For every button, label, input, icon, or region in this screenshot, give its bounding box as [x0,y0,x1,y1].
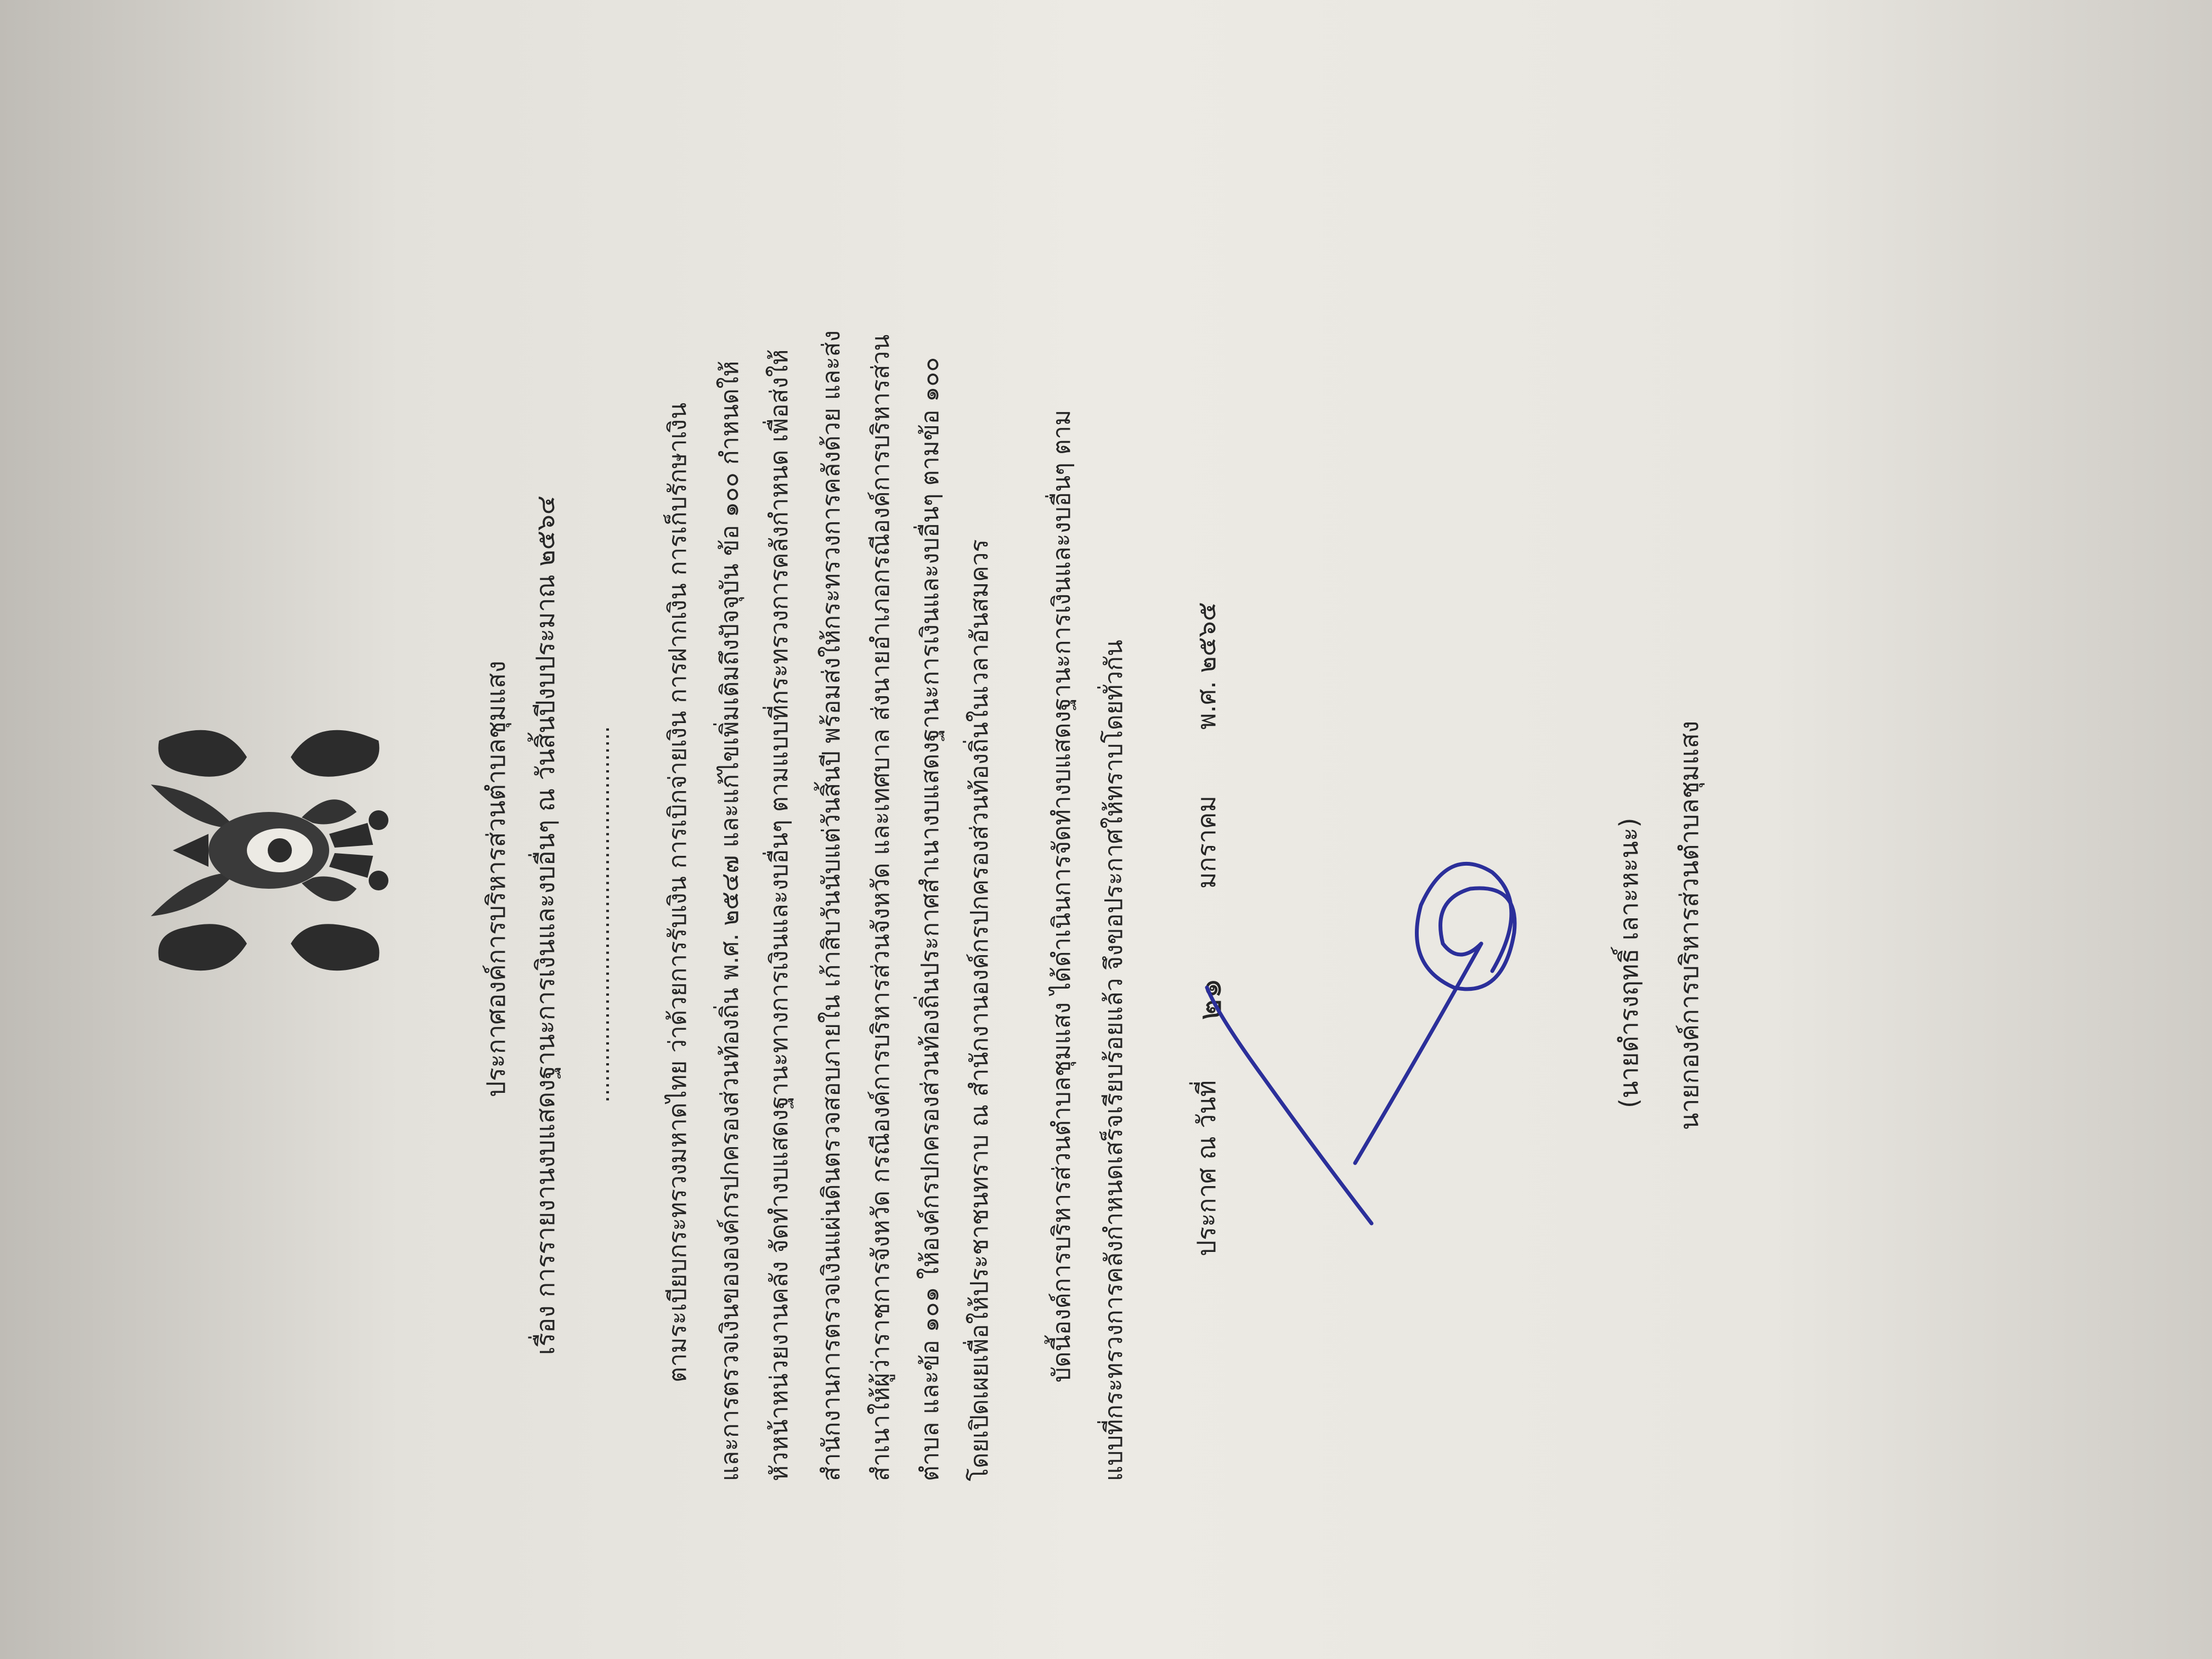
handwritten-signature [1207,864,1515,1223]
garuda-emblem-icon [151,730,388,970]
announcement-heading: ประกาศองค์การบริหารส่วนตำบลชุมแสง [481,661,511,1097]
announcement-divider: ...................................................... [589,726,614,1103]
paragraph1-line: ตำบล และข้อ ๑๐๑ ให้องค์กรปกครองส่วนท้องถิ่นประกาศสำเนางบแสดงฐานะการเงินและงบอื่นๆ ตามข้อ ๑๐๐ [916,357,944,1481]
date-month: มกราคม [1192,795,1221,889]
signatory-name: (นายดำรงฤทธิ์ เลาะหะนะ) [1614,817,1644,1108]
paragraph1-line: สำนักงานการตรวจเงินแผ่นดินตรวจสอบภายใน เก้าสิบวันนับแต่วันสิ้นปี พร้อมส่งให้กระทรวงการคลังด้วย และส่ง [817,330,845,1481]
paragraph1-line: โดยเปิดเผยเพื่อให้ประชาชนทราบ ณ สำนักงานองค์กรปกครองส่วนท้องถิ่นในเวลาอันสมควร [966,539,994,1481]
date-day: ๒๑ [1190,978,1229,1020]
date-prefix: ประกาศ ณ วันที่ [1192,1080,1221,1256]
paragraph1-line: หัวหน้าหน่วยงานคลัง จัดทำงบแสดงฐานะทางการเงินและงบอื่นๆ ตามแบบที่กระทรวงการคลังกำหนด เพื่อส่งให้ [765,349,793,1481]
date-year: พ.ศ. ๒๕๖๕ [1192,602,1221,730]
paragraph1-line: สำเนาให้ผู้ว่าราชการจังหวัด กรณีองค์การบริหารส่วนจังหวัด และเทศบาล ส่งนายอำเภอกรณีองค์การบริหารส่วน [867,334,895,1481]
announcement-subject: เรื่อง การรายงานงบแสดงฐานะการเงินและงบอื่นๆ ณ วันสิ้นปีงบประมาณ ๒๕๖๔ [531,495,560,1355]
paragraph1-line: ตามระเบียบกระทรวงมหาดไทย ว่าด้วยการรับเงิน การเบิกจ่ายเงิน การฝากเงิน การเก็บรักษาเงิน [664,402,692,1383]
paragraph2-line: บัดนี้องค์การบริหารส่วนตำบลชุมแสง ได้ดำเนินการจัดทำงบแสดงฐานะการเงินและงบอื่นๆ ตาม [1048,409,1076,1383]
paragraph2-line: แบบที่กระทรวงการคลังกำหนดเสร็จเรียบร้อยแล้ว จึงขอประกาศให้ทราบโดยทั่วกัน [1100,640,1128,1481]
paragraph1-line: และการตรวจเงินขององค์กรปกครองส่วนท้องถิ่น พ.ศ. ๒๕๔๗ และแก้ไขเพิ่มเติมถึงปัจจุบัน ข้อ ๑๐๐ กำหนดให้ [716,360,744,1481]
signatory-title: นายกองค์การบริหารส่วนตำบลชุมแสง [1674,720,1704,1130]
